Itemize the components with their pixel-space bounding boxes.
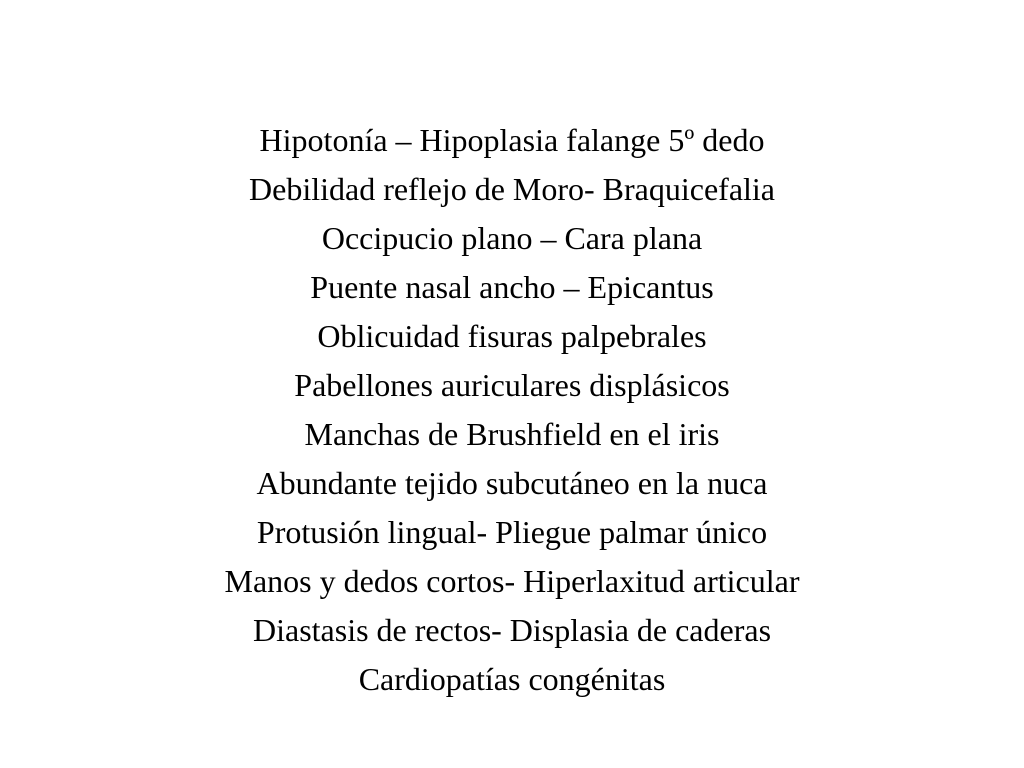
list-item: Pabellones auriculares displásicos: [294, 367, 730, 403]
list-item: Occipucio plano – Cara plana: [321, 220, 703, 256]
list-item: Oblicuidad fisuras palpebrales: [317, 318, 707, 354]
list-item: Hipotonía – Hipoplasia falange 5º dedo: [259, 122, 765, 158]
list-item: Manos y dedos cortos- Hiperlaxitud articular: [224, 563, 800, 599]
list-item: Protusión lingual- Pliegue palmar único: [256, 514, 768, 550]
list-item: Cardiopatías congénitas: [358, 661, 666, 697]
list-item: Debilidad reflejo de Moro- Braquicefalia: [249, 171, 775, 207]
list-item: Puente nasal ancho – Epicantus: [310, 269, 714, 305]
list-item: Manchas de Brushfield en el iris: [304, 416, 720, 452]
list-item: Abundante tejido subcutáneo en la nuca: [256, 465, 768, 501]
symptom-list: [0, 116, 1024, 704]
list-item: Diastasis de rectos- Displasia de caderas: [252, 612, 772, 648]
